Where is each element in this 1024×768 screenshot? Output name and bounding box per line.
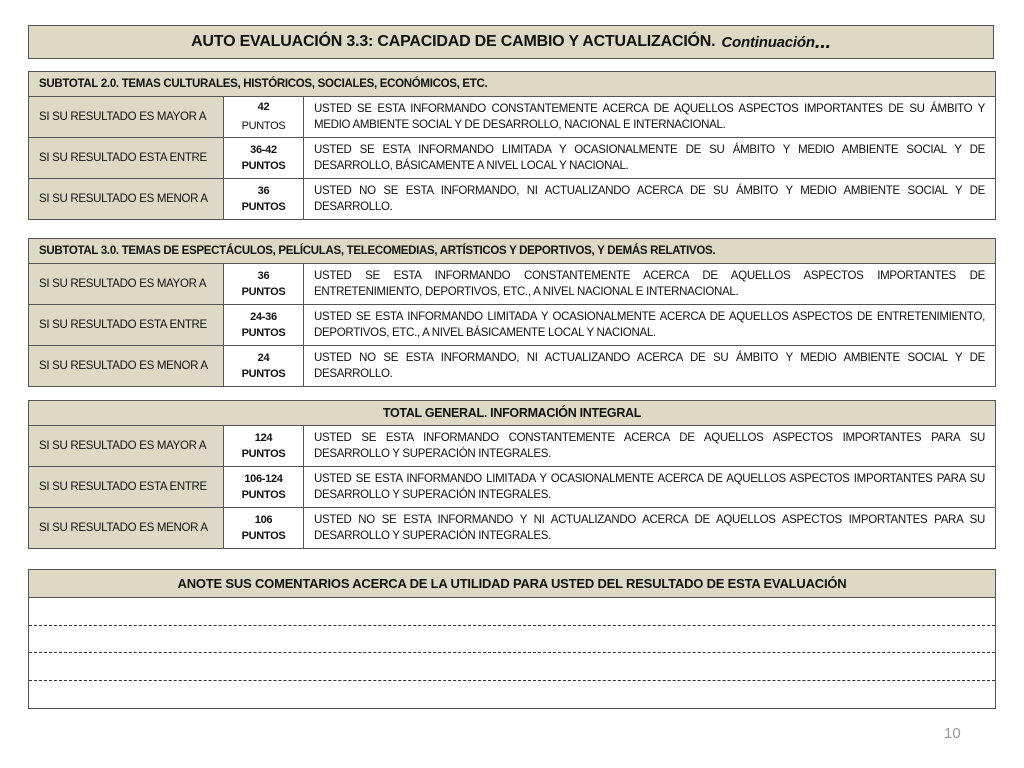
description-cell: USTED NO SE ESTA INFORMANDO, NI ACTUALIZANDO ACERCA DE SU ÁMBITO Y MEDIO AMBIENTE SOCIAL Y DE DESARROLLO. xyxy=(304,179,996,220)
comment-line-1[interactable] xyxy=(29,598,995,626)
points-cell xyxy=(224,264,304,305)
condition-cell: SI SU RESULTADO ES MENOR A xyxy=(29,346,224,387)
condition-cell: SI SU RESULTADO ES MENOR A xyxy=(29,508,224,549)
points-value: 106-124 xyxy=(244,473,283,485)
description-cell: USTED NO SE ESTA INFORMANDO Y NI ACTUALIZANDO ACERCA DE AQUELLOS ASPECTOS IMPORTANTES PARA SU DESARROLLO Y SUPERACIÓN INTEGRALES. xyxy=(304,508,996,549)
points-cell xyxy=(224,508,304,549)
table-row xyxy=(29,305,996,346)
description-cell: USTED SE ESTA INFORMANDO LIMITADA Y OCASIONALMENTE ACERCA DE AQUELLOS ASPECTOS DE ENTRETENIMIENTO, DEPORTIVOS, ETC., A NIVEL BÁSICAMENTE LOCAL Y NACIONAL. xyxy=(304,305,996,346)
points-cell xyxy=(224,346,304,387)
page-title xyxy=(28,25,994,59)
section-header: TOTAL GENERAL. INFORMACIÓN INTEGRAL xyxy=(29,401,996,426)
comments-box xyxy=(28,569,996,709)
description-cell: USTED NO SE ESTA INFORMANDO, NI ACTUALIZANDO ACERCA DE SU ÁMBITO Y MEDIO AMBIENTE SOCIAL Y DE DESARROLLO. xyxy=(304,346,996,387)
points-cell xyxy=(224,467,304,508)
title-main: AUTO EVALUACIÓN 3.3: CAPACIDAD DE CAMBIO Y ACTUALIZACIÓN. xyxy=(191,33,716,50)
points-value: 36 xyxy=(257,270,270,282)
points-value: 36 xyxy=(257,185,270,197)
points-value: 24-36 xyxy=(250,311,277,323)
points-unit: PUNTOS xyxy=(241,160,286,172)
points-unit: PUNTOS xyxy=(241,327,286,339)
table-row xyxy=(29,426,996,467)
points-unit: PUNTOS xyxy=(241,368,286,380)
comment-line-2[interactable] xyxy=(29,626,995,654)
condition-cell: SI SU RESULTADO ESTA ENTRE xyxy=(29,305,224,346)
title-continuation: Continuación xyxy=(721,33,815,51)
points-cell xyxy=(224,305,304,346)
description-cell: USTED SE ESTA INFORMANDO CONSTANTEMENTE ACERCA DE AQUELLOS ASPECTOS IMPORTANTES PARA SU DESARROLLO Y SUPERACIÓN INTEGRALES. xyxy=(304,426,996,467)
condition-cell: SI SU RESULTADO ESTA ENTRE xyxy=(29,138,224,179)
comments-header: ANOTE SUS COMENTARIOS ACERCA DE LA UTILIDAD PARA USTED DEL RESULTADO DE ESTA EVALUACIÓN xyxy=(29,570,995,598)
page-number: 10 xyxy=(944,725,961,742)
condition-cell: SI SU RESULTADO ES MENOR A xyxy=(29,179,224,220)
description-cell: USTED SE ESTA INFORMANDO CONSTANTEMENTE ACERCA DE AQUELLOS ASPECTOS IMPORTANTES DE ENTRETENIMIENTO, DEPORTIVOS, ETC., A NIVEL NACIONAL E INTERNACIONAL. xyxy=(304,264,996,305)
points-value: 106 xyxy=(254,514,273,526)
section-header: SUBTOTAL 2.0. TEMAS CULTURALES, HISTÓRICOS, SOCIALES, ECONÓMICOS, ETC. xyxy=(29,72,996,97)
points-unit: PUNTOS xyxy=(241,489,286,501)
section-total-general xyxy=(28,400,996,549)
title-dots: ... xyxy=(814,30,831,53)
comment-line-3[interactable] xyxy=(29,653,995,681)
description-cell: USTED SE ESTA INFORMANDO LIMITADA Y OCASIONALMENTE DE SU ÁMBITO Y MEDIO AMBIENTE SOCIAL Y DE DESARROLLO, BÁSICAMENTE A NIVEL LOCAL Y NACIONAL. xyxy=(304,138,996,179)
table-row xyxy=(29,97,996,138)
points-value: 36-42 xyxy=(250,144,277,156)
points-unit: PUNTOS xyxy=(241,120,286,132)
points-value: 42 xyxy=(257,101,270,113)
points-cell xyxy=(224,179,304,220)
table-row xyxy=(29,264,996,305)
points-cell xyxy=(224,97,304,138)
section-header: SUBTOTAL 3.0. TEMAS DE ESPECTÁCULOS, PELÍCULAS, TELECOMEDIAS, ARTÍSTICOS Y DEPORTIVOS, Y DEMÁS RELATIVOS. xyxy=(29,239,996,264)
points-value: 124 xyxy=(254,432,273,444)
section-subtotal-2 xyxy=(28,71,996,220)
table-row xyxy=(29,179,996,220)
table-row xyxy=(29,138,996,179)
table-row xyxy=(29,508,996,549)
comment-line-4[interactable] xyxy=(29,681,995,709)
points-unit: PUNTOS xyxy=(241,286,286,298)
points-unit: PUNTOS xyxy=(241,448,286,460)
points-unit: PUNTOS xyxy=(241,201,286,213)
table-row xyxy=(29,346,996,387)
points-unit: PUNTOS xyxy=(241,530,286,542)
condition-cell: SI SU RESULTADO ESTA ENTRE xyxy=(29,467,224,508)
table-row xyxy=(29,467,996,508)
description-cell: USTED SE ESTA INFORMANDO CONSTANTEMENTE ACERCA DE AQUELLOS ASPECTOS IMPORTANTES DE SU ÁMBITO Y MEDIO AMBIENTE SOCIAL Y DE DESARROLLO, NACIONAL E INTERNACIONAL. xyxy=(304,97,996,138)
condition-cell: SI SU RESULTADO ES MAYOR A xyxy=(29,264,224,305)
points-value: 24 xyxy=(257,352,270,364)
points-cell xyxy=(224,426,304,467)
condition-cell: SI SU RESULTADO ES MAYOR A xyxy=(29,426,224,467)
condition-cell: SI SU RESULTADO ES MAYOR A xyxy=(29,97,224,138)
section-subtotal-3 xyxy=(28,238,996,387)
description-cell: USTED SE ESTA INFORMANDO LIMITADA Y OCASIONALMENTE ACERCA DE AQUELLOS ASPECTOS IMPORTANTES PARA SU DESARROLLO Y SUPERACIÓN INTEGRALES. xyxy=(304,467,996,508)
points-cell xyxy=(224,138,304,179)
